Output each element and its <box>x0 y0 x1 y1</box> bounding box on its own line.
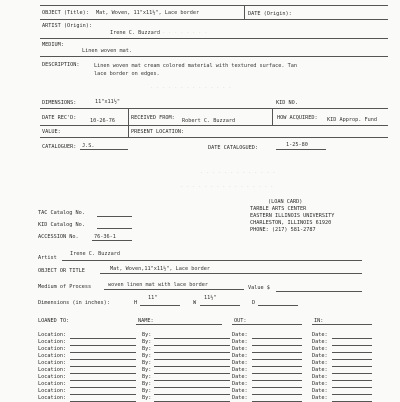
how-acquired-label: HOW ACQUIRED: <box>277 115 318 121</box>
loaned-to-label: LOANED TO: <box>38 318 70 324</box>
date-catalogued-label: DATE CATALOGUED: <box>208 145 258 151</box>
fill-line <box>154 380 230 381</box>
bleed-through: - - - - - - - - - - - - - - <box>150 85 232 91</box>
fill-line <box>332 352 372 353</box>
date-label: Date: <box>232 353 248 359</box>
fill-line <box>154 366 230 367</box>
date-label: Date: <box>312 339 328 345</box>
received-from-label: RECEIVED FROM: <box>131 115 175 121</box>
by-label: By: <box>142 395 152 401</box>
loan-artist-value: Irene C. Buzzard <box>70 251 120 257</box>
rule <box>40 56 388 57</box>
by-label: By: <box>142 360 152 366</box>
date-label: Date: <box>232 346 248 352</box>
present-location-label: PRESENT LOCATION: <box>131 129 185 135</box>
rule <box>258 305 298 306</box>
fill-line <box>70 387 136 388</box>
fill-line <box>332 373 372 374</box>
object-title-value: Mat, Woven, 11"x11½", Lace border <box>96 10 200 16</box>
fill-line <box>70 394 136 395</box>
rule <box>92 240 132 241</box>
fill-line <box>154 359 230 360</box>
date-label: Date: <box>312 367 328 373</box>
location-label: Location: <box>38 353 67 359</box>
dimensions-label: DIMENSIONS: <box>42 100 77 106</box>
loan-dimensions-label: Dimensions (in inches): <box>38 300 110 306</box>
location-label: Location: <box>38 381 67 387</box>
d-label: D <box>252 300 256 306</box>
fill-line <box>154 387 230 388</box>
bleed-through: - - - - - - - - - - - - - - - - <box>180 184 274 190</box>
rule <box>104 289 244 290</box>
fill-line <box>70 345 136 346</box>
by-label: By: <box>142 339 152 345</box>
date-label: Date: <box>312 332 328 338</box>
loan-object-label: OBJECT OR TITLE <box>38 268 85 274</box>
fill-line <box>332 366 372 367</box>
fill-line <box>332 387 372 388</box>
cataloguer-value: J.S. <box>82 143 95 149</box>
fill-line <box>154 394 230 395</box>
rule <box>200 305 240 306</box>
description-label: DESCRIPTION: <box>42 62 80 68</box>
date-origin-label: DATE (Origin): <box>248 11 292 17</box>
date-label: Date: <box>312 346 328 352</box>
fill-line <box>252 366 302 367</box>
loan-card-heading: (LOAN CARD) <box>268 199 303 205</box>
kid-catalog-label: KID Catalog No. <box>38 222 85 228</box>
fill-line <box>332 359 372 360</box>
rule <box>136 324 222 325</box>
in-label: IN: <box>314 318 324 324</box>
object-title-label: OBJECT (Title): <box>42 10 89 16</box>
accession-label: ACCESSION No. <box>38 234 79 240</box>
rule <box>312 324 372 325</box>
accession-value: 76-36-1 <box>94 234 116 240</box>
date-label: Date: <box>232 367 248 373</box>
fill-line <box>154 345 230 346</box>
rule <box>97 216 132 217</box>
loan-artist-label: Artist <box>38 255 57 261</box>
artist-value: Irene C. Buzzard <box>110 30 160 36</box>
date-label: Date: <box>232 360 248 366</box>
date-label: Date: <box>312 381 328 387</box>
fill-line <box>154 338 230 339</box>
loan-value-label: Value $ <box>248 285 270 291</box>
by-label: By: <box>142 388 152 394</box>
top-rule <box>40 5 388 6</box>
value-label: VALUE: <box>42 129 61 135</box>
fill-line <box>70 352 136 353</box>
by-label: By: <box>142 353 152 359</box>
fill-line <box>332 380 372 381</box>
date-label: Date: <box>312 353 328 359</box>
location-label: Location: <box>38 346 67 352</box>
fill-line <box>252 359 302 360</box>
location-label: Location: <box>38 367 67 373</box>
name-label: NAME: <box>138 318 154 324</box>
location-label: Location: <box>38 374 67 380</box>
fill-line <box>252 338 302 339</box>
date-recd-label: DATE REC'D: <box>42 115 77 121</box>
by-label: By: <box>142 367 152 373</box>
loan-medium-label: Medium of Process <box>38 284 92 290</box>
rule <box>276 291 362 292</box>
bleed-through: - - - - - - - - - - <box>150 30 208 36</box>
location-label: Location: <box>38 388 67 394</box>
divider <box>272 108 273 125</box>
fill-line <box>70 359 136 360</box>
city-line: CHARLESTON, ILLINOIS 61920 <box>250 220 332 226</box>
out-label: OUT: <box>234 318 247 324</box>
fill-line <box>332 394 372 395</box>
rule <box>232 324 302 325</box>
fill-line <box>252 345 302 346</box>
date-label: Date: <box>232 381 248 387</box>
loan-medium-value: woven linen mat with lace border <box>108 282 208 288</box>
phone-line: PHONE: (217) 581-2787 <box>250 227 316 233</box>
medium-label: MEDIUM: <box>42 42 64 48</box>
date-label: Date: <box>312 360 328 366</box>
tac-catalog-label: TAC Catalog No. <box>38 210 85 216</box>
rule <box>140 305 180 306</box>
rule <box>40 38 388 39</box>
kid-no-label: KID NO. <box>276 100 298 106</box>
rule <box>40 137 388 138</box>
fill-line <box>154 373 230 374</box>
h-value: 11" <box>148 295 158 301</box>
artist-label: ARTIST (Origin): <box>42 23 92 29</box>
divider <box>128 125 129 137</box>
rule <box>40 125 388 126</box>
fill-line <box>332 338 372 339</box>
fill-line <box>154 352 230 353</box>
w-label: W <box>193 300 197 306</box>
date-catalogued-value: 1-25-80 <box>286 142 308 148</box>
rule <box>80 149 128 150</box>
description-line2: lace border on edges. <box>94 71 160 77</box>
location-label: Location: <box>38 360 67 366</box>
date-label: Date: <box>312 388 328 394</box>
date-label: Date: <box>312 395 328 401</box>
bleed-through: - - - - - - - - - - - - - <box>200 170 276 176</box>
date-label: Date: <box>232 388 248 394</box>
by-label: By: <box>142 374 152 380</box>
medium-value: Linen woven mat. <box>82 48 132 54</box>
h-label: H <box>134 300 138 306</box>
fill-line <box>252 352 302 353</box>
by-label: By: <box>142 332 152 338</box>
rule <box>97 228 132 229</box>
fill-line <box>252 387 302 388</box>
cataloguer-label: CATALOGUER: <box>42 144 77 150</box>
divider <box>128 108 129 125</box>
fill-line <box>252 373 302 374</box>
by-label: By: <box>142 381 152 387</box>
date-recd-value: 10-26-76 <box>90 118 115 124</box>
location-label: Location: <box>38 332 67 338</box>
date-label: Date: <box>232 374 248 380</box>
rule <box>40 19 388 20</box>
date-label: Date: <box>232 332 248 338</box>
location-label: Location: <box>38 339 67 345</box>
fill-line <box>70 373 136 374</box>
rule <box>276 149 326 150</box>
received-from-value: Robert C. Buzzard <box>182 118 236 124</box>
by-label: By: <box>142 346 152 352</box>
fill-line <box>70 380 136 381</box>
rule <box>62 260 362 261</box>
university-name: EASTERN ILLINOIS UNIVERSITY <box>250 213 335 219</box>
date-label: Date: <box>312 374 328 380</box>
w-value: 11½" <box>204 295 217 301</box>
dimensions-value: 11"x11½" <box>95 99 120 105</box>
rule <box>100 273 362 274</box>
fill-line <box>70 338 136 339</box>
how-acquired-value: KID Approp. Fund <box>327 117 377 123</box>
location-label: Location: <box>38 395 67 401</box>
date-label: Date: <box>232 395 248 401</box>
divider <box>244 5 245 19</box>
description-line1: Linen woven mat cream colored material with textured surface. Tan <box>94 63 298 69</box>
fill-line <box>332 345 372 346</box>
fill-line <box>252 394 302 395</box>
center-name: TARBLE ARTS CENTER <box>250 206 307 212</box>
loan-object-value: Mat, Woven,11"x11½", Lace border <box>110 266 210 272</box>
fill-line <box>252 380 302 381</box>
date-label: Date: <box>232 339 248 345</box>
fill-line <box>70 366 136 367</box>
rule <box>40 108 388 109</box>
